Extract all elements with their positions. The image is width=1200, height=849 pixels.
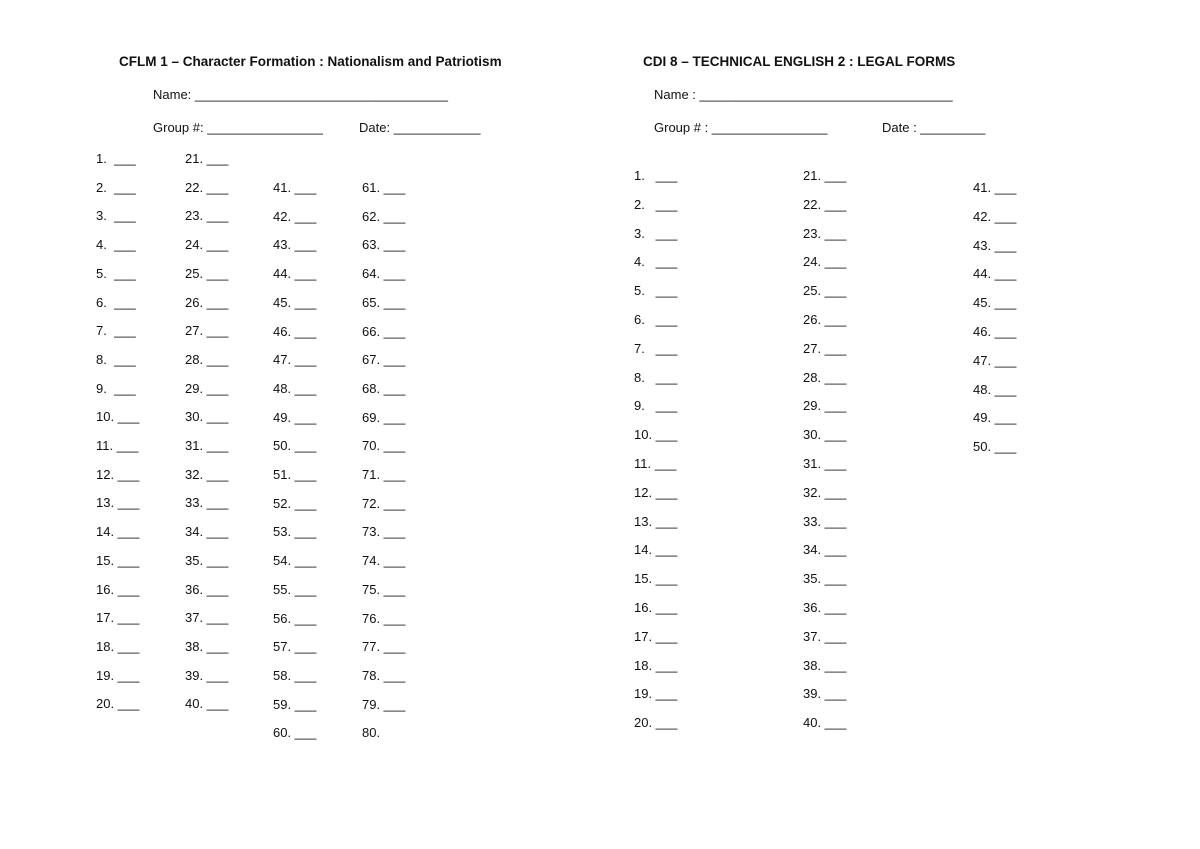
left-answer-item: 49. ___ [273, 409, 317, 425]
right-answer-item: 39. ___ [803, 686, 847, 702]
right-answer-item: 34. ___ [803, 542, 847, 558]
left-answer-item: 55. ___ [273, 581, 317, 597]
right-answer-item: 1. ___ [634, 168, 678, 183]
left-answer-item: 77. ___ [362, 639, 406, 655]
left-answer-item: 28. ___ [185, 351, 229, 367]
right-answer-item: 28. ___ [803, 369, 847, 385]
right-name-field: Name : ___________________________________ [654, 87, 953, 102]
left-answer-item: 34. ___ [185, 524, 229, 540]
right-answer-item: 23. ___ [803, 225, 847, 241]
left-answer-item: 69. ___ [362, 409, 406, 425]
left-answer-item: 50. ___ [273, 438, 317, 454]
left-answer-item: 64. ___ [362, 266, 406, 282]
right-group-field: Group # : ________________ [654, 120, 828, 135]
left-answer-item: 57. ___ [273, 639, 317, 655]
right-answer-item: 36. ___ [803, 600, 847, 615]
left-answer-item: 80. [362, 725, 381, 741]
right-answer-item: 50. ___ [973, 439, 1017, 455]
right-answer-item: 26. ___ [803, 312, 847, 327]
right-answer-item: 14. ___ [634, 542, 678, 558]
left-answer-item: 65. ___ [362, 294, 406, 310]
left-answer-item: 67. ___ [362, 352, 406, 368]
left-answer-item: 17. ___ [96, 610, 140, 626]
right-answer-item: 15. ___ [634, 571, 678, 587]
right-answer-item: 19. ___ [634, 686, 678, 702]
left-answer-item: 79. ___ [362, 696, 406, 712]
left-answer-item: 52. ___ [273, 495, 317, 511]
left-answer-item: 16. ___ [96, 581, 140, 597]
left-answer-item: 63. ___ [362, 237, 406, 253]
right-answer-item: 24. ___ [803, 254, 847, 270]
left-answer-item: 2. ___ [96, 179, 136, 195]
right-answer-item: 6. ___ [634, 312, 678, 327]
left-answer-item: 74. ___ [362, 553, 406, 569]
left-answer-item: 62. ___ [362, 208, 406, 224]
right-answer-item: 37. ___ [803, 628, 847, 644]
left-answer-item: 76. ___ [362, 610, 406, 626]
right-answer-item: 3. ___ [634, 225, 678, 241]
left-answer-item: 58. ___ [273, 667, 317, 683]
left-answer-item: 53. ___ [273, 524, 317, 540]
left-answer-item: 60. ___ [273, 725, 317, 741]
left-answer-item: 5. ___ [96, 265, 136, 281]
left-answer-item: 10. ___ [96, 409, 140, 425]
left-answer-item: 31. ___ [185, 438, 229, 453]
left-answer-item: 40. ___ [185, 696, 229, 712]
left-answer-item: 45. ___ [273, 294, 317, 310]
left-answer-item: 35. ___ [185, 552, 229, 568]
right-answer-item: 46. ___ [973, 324, 1017, 339]
right-sheet-title: CDI 8 – TECHNICAL ENGLISH 2 : LEGAL FORMS [643, 54, 956, 69]
right-answer-item: 22. ___ [803, 196, 847, 212]
right-answer-item: 20. ___ [634, 715, 678, 731]
right-answer-item: 41. ___ [973, 180, 1017, 195]
right-answer-item: 2. ___ [634, 196, 678, 212]
right-answer-item: 5. ___ [634, 283, 678, 299]
left-answer-item: 70. ___ [362, 438, 406, 454]
right-answer-item: 7. ___ [634, 340, 678, 356]
left-answer-item: 19. ___ [96, 667, 140, 683]
right-answer-item: 9. ___ [634, 398, 678, 414]
right-answer-item: 29. ___ [803, 398, 847, 414]
left-answer-item: 23. ___ [185, 208, 229, 224]
right-answer-item: 17. ___ [634, 628, 678, 644]
right-answer-item: 27. ___ [803, 340, 847, 356]
left-answer-item: 33. ___ [185, 495, 229, 511]
left-answer-item: 71. ___ [362, 467, 406, 482]
right-answer-item: 21. ___ [803, 168, 847, 183]
right-answer-item: 43. ___ [973, 237, 1017, 253]
left-answer-item: 26. ___ [185, 294, 229, 310]
left-answer-item: 22. ___ [185, 179, 229, 195]
left-answer-item: 51. ___ [273, 467, 317, 482]
left-date-field: Date: ____________ [359, 120, 481, 135]
left-answer-item: 14. ___ [96, 524, 140, 540]
left-answer-item: 4. ___ [96, 237, 136, 253]
left-answer-item: 48. ___ [273, 380, 317, 396]
left-answer-item: 12. ___ [96, 466, 140, 482]
right-date-field: Date : _________ [882, 120, 986, 135]
left-answer-item: 36. ___ [185, 581, 229, 597]
left-answer-item: 13. ___ [96, 495, 140, 511]
right-answer-item: 38. ___ [803, 657, 847, 673]
left-answer-item: 20. ___ [96, 696, 140, 712]
left-answer-item: 9. ___ [96, 380, 136, 396]
left-answer-item: 54. ___ [273, 553, 317, 569]
right-answer-item: 44. ___ [973, 266, 1017, 282]
left-answer-item: 27. ___ [185, 323, 229, 339]
left-answer-item: 42. ___ [273, 208, 317, 224]
left-answer-item: 73. ___ [362, 524, 406, 540]
left-answer-item: 37. ___ [185, 610, 229, 626]
right-answer-item: 12. ___ [634, 484, 678, 500]
right-answer-item: 40. ___ [803, 715, 847, 731]
left-answer-item: 7. ___ [96, 323, 136, 339]
left-answer-item: 38. ___ [185, 638, 229, 654]
right-answer-item: 31. ___ [803, 456, 847, 471]
right-answer-item: 42. ___ [973, 208, 1017, 224]
right-answer-item: 45. ___ [973, 295, 1017, 311]
left-answer-item: 11. ___ [96, 438, 139, 453]
left-answer-item: 43. ___ [273, 237, 317, 253]
right-answer-item: 18. ___ [634, 657, 678, 673]
left-answer-item: 15. ___ [96, 552, 140, 568]
right-answer-item: 48. ___ [973, 381, 1017, 397]
left-answer-item: 47. ___ [273, 352, 317, 368]
right-answer-item: 35. ___ [803, 571, 847, 587]
left-name-field: Name: ___________________________________ [153, 87, 448, 102]
right-answer-item: 25. ___ [803, 283, 847, 299]
left-answer-item: 39. ___ [185, 667, 229, 683]
right-answer-item: 4. ___ [634, 254, 678, 270]
left-answer-item: 68. ___ [362, 380, 406, 396]
left-group-field: Group #: ________________ [153, 120, 323, 135]
left-answer-item: 46. ___ [273, 323, 317, 339]
left-answer-item: 8. ___ [96, 351, 136, 367]
left-answer-item: 30. ___ [185, 409, 229, 425]
left-answer-item: 24. ___ [185, 237, 229, 253]
left-answer-item: 6. ___ [96, 294, 136, 310]
left-answer-item: 44. ___ [273, 266, 317, 282]
right-answer-item: 16. ___ [634, 600, 678, 615]
right-answer-item: 33. ___ [803, 513, 847, 529]
right-answer-item: 49. ___ [973, 410, 1017, 426]
left-answer-item: 25. ___ [185, 265, 229, 281]
right-answer-item: 47. ___ [973, 352, 1017, 368]
right-answer-item: 32. ___ [803, 484, 847, 500]
right-answer-item: 10. ___ [634, 427, 678, 443]
left-answer-item: 78. ___ [362, 667, 406, 683]
left-answer-item: 56. ___ [273, 610, 317, 626]
left-sheet-title: CFLM 1 – Character Formation : Nationalism and Patriotism [119, 54, 502, 69]
left-answer-item: 59. ___ [273, 696, 317, 712]
left-answer-item: 32. ___ [185, 466, 229, 482]
left-answer-item: 72. ___ [362, 495, 406, 511]
right-answer-item: 8. ___ [634, 369, 678, 385]
left-answer-item: 18. ___ [96, 638, 140, 654]
left-answer-item: 29. ___ [185, 380, 229, 396]
left-answer-item: 66. ___ [362, 323, 406, 339]
left-answer-item: 75. ___ [362, 581, 406, 597]
right-answer-item: 30. ___ [803, 427, 847, 443]
right-answer-item: 11. ___ [634, 456, 677, 471]
left-answer-item: 3. ___ [96, 208, 136, 224]
right-answer-item: 13. ___ [634, 513, 678, 529]
left-answer-item: 61. ___ [362, 180, 406, 195]
left-answer-item: 21. ___ [185, 151, 229, 166]
left-answer-item: 41. ___ [273, 180, 317, 195]
left-answer-item: 1. ___ [96, 151, 136, 166]
